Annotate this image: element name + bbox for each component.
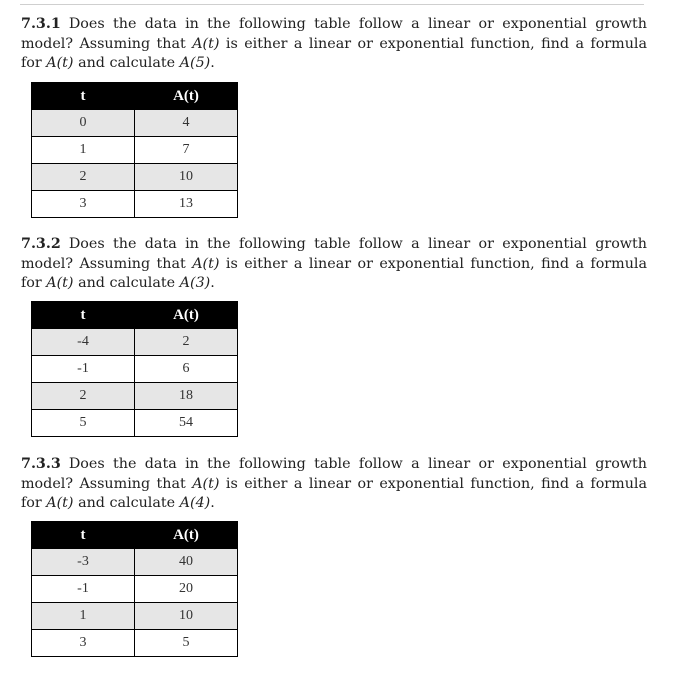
table-header-row bbox=[32, 302, 238, 329]
table-row bbox=[32, 383, 238, 410]
problem-7-3-1 bbox=[21, 15, 647, 74]
table-cell-a: 5 bbox=[135, 630, 238, 657]
problem-text: 7.3.1 Does the data in the following table follow a linear or exponential growth model? Assuming that A(t) is either a linear or exponential function, find a formula for A(t) and calculate A(5). bbox=[21, 16, 648, 71]
table-cell-t: 1 bbox=[32, 137, 135, 164]
table-row bbox=[32, 137, 238, 164]
table-cell-a: 6 bbox=[135, 356, 238, 383]
table-cell-a: 40 bbox=[135, 549, 238, 576]
table-cell-t: 3 bbox=[32, 630, 135, 657]
problem-number: 7.3.3 bbox=[21, 456, 61, 472]
problem-number: 7.3.2 bbox=[21, 236, 61, 252]
table-cell-a: 7 bbox=[135, 137, 238, 164]
table-cell-t: -4 bbox=[32, 329, 135, 356]
table-header-a: A(t) bbox=[135, 522, 238, 549]
table-row bbox=[32, 329, 238, 356]
table-cell-t: 5 bbox=[32, 410, 135, 437]
table-cell-a: 10 bbox=[135, 164, 238, 191]
table-cell-t: -1 bbox=[32, 356, 135, 383]
table-cell-a: 2 bbox=[135, 329, 238, 356]
top-rule bbox=[20, 4, 644, 5]
table-cell-a: 13 bbox=[135, 191, 238, 218]
table-header-row bbox=[32, 83, 238, 110]
table-header-row bbox=[32, 522, 238, 549]
table-header-t: t bbox=[32, 302, 135, 329]
table-header-a: A(t) bbox=[135, 302, 238, 329]
table-row bbox=[32, 356, 238, 383]
table-row bbox=[32, 630, 238, 657]
table-cell-a: 18 bbox=[135, 383, 238, 410]
table-row bbox=[32, 164, 238, 191]
table-cell-a: 54 bbox=[135, 410, 238, 437]
table-cell-a: 10 bbox=[135, 603, 238, 630]
table-header-t: t bbox=[32, 522, 135, 549]
data-table-7-3-3 bbox=[31, 521, 238, 657]
table-cell-a: 4 bbox=[135, 110, 238, 137]
problem-text: 7.3.2 Does the data in the following table follow a linear or exponential growth model? Assuming that A(t) is either a linear or exponential function, find a formula for A(t) and calculate A(3). bbox=[21, 236, 648, 291]
data-table-7-3-1 bbox=[31, 82, 238, 218]
table-row bbox=[32, 110, 238, 137]
table-row bbox=[32, 191, 238, 218]
table-row bbox=[32, 603, 238, 630]
table-cell-t: -3 bbox=[32, 549, 135, 576]
table-row bbox=[32, 410, 238, 437]
table-cell-t: 0 bbox=[32, 110, 135, 137]
table-header-t: t bbox=[32, 83, 135, 110]
problem-number: 7.3.1 bbox=[21, 16, 61, 32]
problem-text: 7.3.3 Does the data in the following table follow a linear or exponential growth model? Assuming that A(t) is either a linear or exponential function, find a formula for A(t) and calculate A(4). bbox=[21, 456, 648, 511]
table-cell-t: -1 bbox=[32, 576, 135, 603]
problem-7-3-3 bbox=[21, 455, 647, 514]
data-table-7-3-2 bbox=[31, 301, 238, 437]
table-row bbox=[32, 549, 238, 576]
table-header-a: A(t) bbox=[135, 83, 238, 110]
table-cell-t: 2 bbox=[32, 164, 135, 191]
problem-7-3-2 bbox=[21, 235, 647, 294]
table-row bbox=[32, 576, 238, 603]
table-cell-t: 3 bbox=[32, 191, 135, 218]
table-cell-t: 1 bbox=[32, 603, 135, 630]
table-cell-t: 2 bbox=[32, 383, 135, 410]
table-cell-a: 20 bbox=[135, 576, 238, 603]
